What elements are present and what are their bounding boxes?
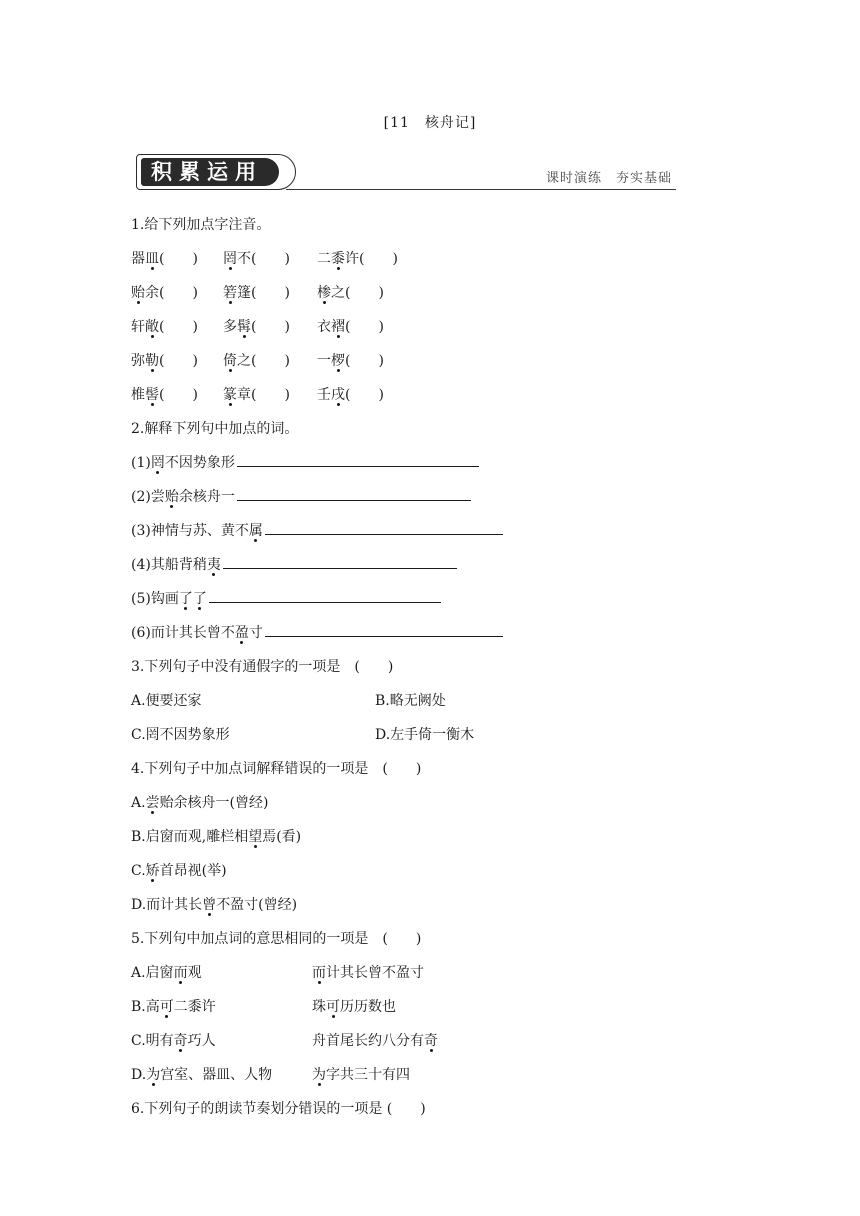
q5-option-right-dotted-char: 而 (312, 956, 326, 990)
q1-item-dotted-char: 髯 (237, 310, 251, 344)
q1-item-dotted-char: 髻 (145, 378, 159, 412)
q5-option-left-pre: C.明有 (131, 1033, 174, 1049)
q1-item-post: 余( ) (145, 285, 198, 301)
q4-option-text (131, 863, 227, 879)
q1-item-dotted-char: 篆 (223, 378, 237, 412)
q4-option (131, 820, 731, 854)
q1-item-pre: 椎 (131, 387, 145, 403)
q1-item-pre: 轩 (131, 319, 145, 335)
q2-item-text-dotted-char: 了 (193, 582, 207, 616)
answer-blank[interactable] (237, 486, 471, 501)
q4-option-text-post: 不盈寸(曾经) (216, 897, 298, 913)
q4-option-text-post: 焉(看) (262, 829, 302, 845)
q1-item-dotted-char: 罔 (223, 242, 237, 276)
q1-item-post: ( ) (159, 251, 198, 267)
q5-option-left-pre: D. (131, 1067, 147, 1083)
q1-item-post: 篷( ) (237, 285, 290, 301)
q5-option-left-dotted-char: 可 (160, 990, 174, 1024)
q2-item-text-dotted-char: 贻 (165, 480, 179, 514)
q5-option-row (131, 956, 731, 990)
q3-options-row-2 (131, 718, 731, 752)
q2-item (131, 480, 731, 514)
q1-item-post: ( ) (159, 353, 198, 369)
q1-item (131, 310, 198, 344)
q3-option-c: C.罔不因势象形 (131, 727, 230, 743)
q1-item-pre: 衣 (317, 319, 331, 335)
q5-stem: 5.下列句中加点词的意思相同的一项是 ( ) (131, 931, 422, 947)
q1-item (223, 310, 290, 344)
q1-item-dotted-char: 勒 (145, 344, 159, 378)
q1-item-post: ( ) (159, 387, 198, 403)
q2-item (131, 582, 731, 616)
q5-option-left-dotted-char: 为 (146, 1058, 160, 1092)
q5-option-left-dotted-char: 而 (174, 956, 188, 990)
q1-item-dotted-char: 戌 (331, 378, 345, 412)
q4-option-text-pre: B.启窗而观,雕栏相 (131, 829, 249, 845)
q1-item-dotted-char: 敞 (145, 310, 159, 344)
q2-item-text-pre: (4)其船背稍 (131, 557, 207, 573)
q5-option-left (131, 1058, 272, 1092)
q2-item-text-pre: (6)而计其长曾不 (131, 625, 235, 641)
q4-option-text (131, 795, 269, 811)
q1-item (223, 378, 290, 412)
q1-item-post: 许( ) (345, 251, 398, 267)
q2-item-text (131, 557, 221, 573)
answer-blank[interactable] (223, 554, 457, 569)
section-banner (136, 154, 676, 192)
q4-option (131, 786, 731, 820)
q3-options-row-1 (131, 684, 731, 718)
banner-right-text (532, 167, 672, 186)
q3-stem: 3.下列句子中没有通假字的一项是 ( ) (131, 659, 394, 675)
q2-items (131, 446, 731, 650)
q1-item-post: ( ) (345, 319, 384, 335)
q2-item-text-dotted-char: 属 (249, 514, 263, 548)
q2-item-text-dotted-char: 了 (179, 582, 193, 616)
q1-item (317, 276, 384, 310)
q1-row (131, 242, 731, 276)
q1-item-dotted-char: 褶 (331, 310, 345, 344)
q4-option-text-pre: C. (131, 863, 146, 879)
q5-option-left-post: 二黍许 (173, 999, 216, 1015)
q2-item-text (131, 591, 207, 607)
page-title: [11 核舟记] (383, 115, 477, 131)
answer-blank[interactable] (265, 520, 503, 535)
q1-item (131, 344, 198, 378)
q2-item-text (131, 625, 263, 641)
q5-option-right-post: 历历数也 (340, 999, 396, 1015)
q1-item (223, 276, 290, 310)
q1-row (131, 344, 731, 378)
q2-stem: 2.解释下列句中加点的词。 (131, 421, 299, 437)
q1-item (131, 242, 198, 276)
q1-item-post: 之( ) (331, 285, 384, 301)
q1-item-pre: 器 (131, 251, 145, 267)
q1-item-pre: 一 (317, 353, 331, 369)
q5-option-left-pre: A.启窗 (131, 965, 174, 981)
q2-item-text (131, 523, 263, 539)
q2-item (131, 514, 731, 548)
q2-item-text-post: 余核舟一 (178, 489, 235, 505)
q5-option-right (312, 1058, 410, 1092)
exercise-content (131, 208, 731, 1126)
q1-item-dotted-char: 倚 (223, 344, 237, 378)
q4-option-text-pre: D.而计其长 (131, 897, 203, 913)
q2-item-text-dotted-char: 夷 (207, 548, 221, 582)
q6-stem: 6.下列句子的朗读节奏划分错误的一项是 ( ) (131, 1101, 426, 1117)
q5-option-left-post: 巧人 (187, 1033, 216, 1049)
q2-item-text-post: 不因势象形 (164, 455, 235, 471)
q1-item-pre: 多 (223, 319, 237, 335)
q2-item-text-dotted-char: 罔 (151, 446, 165, 480)
q5-option-right (312, 1024, 438, 1058)
q5-option-row (131, 1058, 731, 1092)
q3-option-a: A.便要还家 (131, 693, 202, 709)
answer-blank[interactable] (209, 588, 441, 603)
q5-option-left-post: 宫室、器皿、人物 (160, 1067, 273, 1083)
q5-option-right-post: 计其长曾不盈寸 (326, 965, 424, 981)
q4-items (131, 786, 731, 922)
q1-item (317, 344, 384, 378)
q1-item (131, 378, 198, 412)
q2-item-text-post: 寸 (248, 625, 263, 641)
q1-row (131, 378, 731, 412)
q4-option-text-dotted-char: 曾 (202, 888, 216, 922)
q1-item (223, 344, 290, 378)
q2-item-text-dotted-char: 盈 (235, 616, 249, 650)
q4-option-text-post: 贻余核舟一(曾经) (159, 795, 269, 811)
q1-item-post: ( ) (345, 387, 384, 403)
q4-option-text-dotted-char: 望 (248, 820, 262, 854)
q2-item (131, 548, 731, 582)
q4-option-text-dotted-char: 矫 (146, 854, 160, 888)
q1-item-dotted-char: 贻 (131, 276, 145, 310)
q1-item-dotted-char: 箬 (223, 276, 237, 310)
q1-item-post: 之( ) (237, 353, 290, 369)
q1-item-dotted-char: 椮 (317, 276, 331, 310)
q5-option-right-pre: 舟首尾长约八分有 (312, 1033, 424, 1049)
q5-option-left-dotted-char: 奇 (174, 1024, 188, 1058)
q1-item-pre: 弥 (131, 353, 145, 369)
q5-rows (131, 956, 731, 1092)
q5-option-left (131, 1024, 216, 1058)
q4-option-text-pre: A. (131, 795, 146, 811)
banner-label: 积累运用 (141, 158, 279, 186)
q2-item-text-pre: (2)尝 (131, 489, 165, 505)
q1-item (317, 310, 384, 344)
q5-option-left (131, 956, 202, 990)
q1-item (317, 378, 384, 412)
q1-item-post: 不( ) (237, 251, 290, 267)
q4-option-text-post: 首昂视(举) (159, 863, 227, 879)
q1-item (317, 242, 398, 276)
q3-option-b: B.略无阙处 (375, 693, 446, 709)
q4-option-text (131, 829, 301, 845)
banner-divider (286, 189, 676, 190)
q4-option (131, 854, 731, 888)
q1-item-dotted-char: 黍 (331, 242, 345, 276)
q2-item-text-pre: (5)钩画 (131, 591, 179, 607)
q2-item (131, 446, 731, 480)
q1-row (131, 276, 731, 310)
q5-option-row (131, 990, 731, 1024)
q1-item-post: 章( ) (237, 387, 290, 403)
q5-option-row (131, 1024, 731, 1058)
q5-option-right (312, 956, 424, 990)
q5-option-left-post: 观 (187, 965, 202, 981)
q5-option-right-dotted-char: 可 (326, 990, 340, 1024)
q1-item-post: ( ) (159, 319, 198, 335)
q5-option-right-post: 字共三十有四 (326, 1067, 410, 1083)
q4-option-text-dotted-char: 尝 (146, 786, 160, 820)
q4-option-text (131, 897, 297, 913)
answer-blank[interactable] (237, 452, 479, 467)
banner-tab (136, 154, 296, 190)
q4-option (131, 888, 731, 922)
q3-option-d: D.左手倚一衡木 (375, 727, 475, 743)
q1-item (131, 276, 198, 310)
q1-item-post: ( ) (345, 353, 384, 369)
q5-option-right (312, 990, 396, 1024)
q1-rows (131, 242, 731, 412)
q1-row (131, 310, 731, 344)
q5-option-left-pre: B.高 (131, 999, 160, 1015)
banner-right-2: 夯实基础 (615, 171, 672, 186)
q2-item-text-pre: (1) (131, 455, 151, 471)
q1-item-post: ( ) (251, 319, 290, 335)
q1-item (223, 242, 290, 276)
banner-right-1: 课时演练 (545, 171, 602, 186)
q1-item-dotted-char: 椤 (331, 344, 345, 378)
q2-item-text (131, 489, 235, 505)
answer-blank[interactable] (265, 622, 503, 637)
q2-item-text-pre: (3)神情与苏、黄不 (131, 523, 249, 539)
q4-stem: 4.下列句子中加点词解释错误的一项是 ( ) (131, 761, 422, 777)
q5-option-right-dotted-char: 为 (312, 1058, 326, 1092)
q2-item (131, 616, 731, 650)
q1-stem: 1.给下列加点字注音。 (131, 217, 271, 233)
q1-item-pre: 二 (317, 251, 331, 267)
q2-item-text (131, 455, 235, 471)
q5-option-right-pre: 珠 (312, 999, 326, 1015)
q1-item-dotted-char: 皿 (145, 242, 159, 276)
q5-option-right-dotted-char: 奇 (424, 1024, 438, 1058)
q5-option-left (131, 990, 216, 1024)
q1-item-pre: 壬 (317, 387, 331, 403)
